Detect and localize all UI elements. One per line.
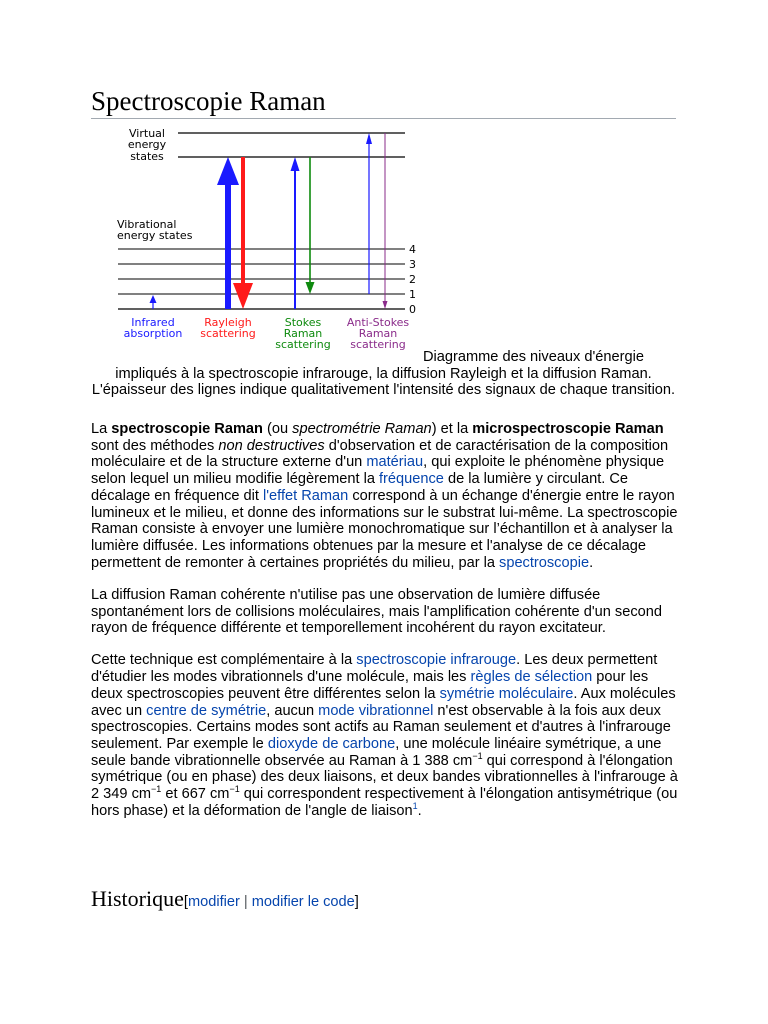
link-centre-de-symetrie[interactable]: centre de symétrie [146,702,267,719]
edit-source-link[interactable]: modifier le code [251,894,355,910]
text: Cette technique est complémentaire à la [91,652,357,669]
rayleigh-scatter-arrow [241,157,245,285]
level-number-1: 1 [409,288,416,301]
text: . [589,554,594,571]
section-heading-historique [91,884,359,917]
stokes-scatter-arrowhead [306,282,315,294]
edit-section [184,894,359,910]
infrared-label-2: absorption [123,327,183,340]
text: , aucun [266,702,319,719]
text: qui correspond à l'élongation symétrique (ou en phase) des deux liaisons, et deux bandes vibrationnelles à l'infrarouge à 2 349 cm [91,752,678,803]
stokes-label-3: scattering [275,338,331,351]
paragraph-intro [91,421,681,571]
caption-line-1: Diagramme des niveaux d'énergie [422,349,644,365]
level-number-3: 3 [409,258,416,271]
text: correspond à un échange d'énergie entre le rayon lumineux et le milieu, et donne des informations sur le substrat lui-même. La spectroscopie Raman consiste à envoyer une lumière monochromatique sur l’échantillon et à analyser la lumière diffusée. Les informations obtenues par la mesure et l'analyse de ce décalage permettent de remonter à certaines propriétés du milieu, par la [91,487,678,571]
link-frequence[interactable]: fréquence [378,471,444,488]
virtual-label-1: Virtual [129,127,165,140]
section-title: Historique [91,886,184,911]
text: ) et la [431,421,473,437]
italic-term: non destructives [218,437,325,454]
text: et 667 cm [161,786,230,803]
vibrational-label-1: Vibrational [117,218,177,231]
superscript: −1 [472,750,483,761]
text: . [417,802,422,819]
link-mode-vibrationnel[interactable]: mode vibrationnel [318,702,434,719]
link-effet-raman[interactable]: l'effet Raman [263,487,349,504]
bold-term: spectroscopie Raman [111,421,263,437]
edit-link[interactable]: modifier [187,894,240,910]
level-number-0: 0 [409,303,416,316]
rayleigh-excitation-arrow [225,183,231,309]
virtual-label-3: states [130,150,164,163]
rayleigh-label-2: scattering [200,327,256,340]
vibrational-label-2: energy states [117,229,193,242]
italic-term: spectrométrie Raman [292,421,432,437]
link-materiau[interactable]: matériau [366,454,424,471]
rayleigh-excitation-arrowhead [217,157,239,185]
infrared-label-1: Infrared [131,316,175,329]
paragraph-coherent: La diffusion Raman cohérente n'utilise pas une observation de lumière diffusée spontanément lors de collisions moléculaires, mais l'amplification cohérente d'un second rayon de fréquence différente et temporellement incohérent du rayon excitateur. [91,586,662,637]
text: n'est observable à la fois aux deux spectroscopies. Certains modes sont actifs au Raman seulement et d'autres à l'infrarouge seulement. Par exemple le [91,702,671,752]
text: , une molécule linéaire symétrique, a une seule bande vibrationnelle observée au Raman à 1 388 cm [91,735,662,769]
caption-rest: impliqués à la spectroscopie infrarouge, la diffusion Rayleigh et la diffusion Raman. L'épaisseur des lignes indique qualitativement l'intensité des signaux de chaque transition. [91,365,676,399]
level-number-4: 4 [409,243,416,256]
figure-caption [91,349,676,399]
antistokes-scatter-arrowhead [383,301,388,309]
stokes-label-2: Raman [283,327,323,340]
level-number-2: 2 [409,273,416,286]
text: (ou [262,421,293,437]
stokes-excitation-arrowhead [291,157,300,171]
separator: | [239,894,252,910]
link-regles-de-selection[interactable]: règles de sélection [470,669,593,686]
bracket: ] [354,894,359,910]
link-symetrie-moleculaire[interactable]: symétrie moléculaire [439,685,574,702]
superscript: −1 [151,784,162,795]
reference-link[interactable]: 1 [412,800,418,811]
text: . Les deux permettent d'étudier les modes vibrationnels d'une molécule, mais les [91,652,658,686]
link-dioxyde-de-carbone[interactable]: dioxyde de carbone [267,735,396,752]
page-title: Spectroscopie Raman [91,84,676,119]
text: sont des méthodes [91,437,219,454]
bold-term: microspectroscopie Raman [472,421,664,437]
antistokes-label-2: Raman [358,327,398,340]
stokes-label-1: Stokes [284,316,322,329]
text: qui correspondent respectivement à l'élongation antisymétrique (ou hors phase) et la déformation de l'angle de liaison [91,786,678,819]
rayleigh-label-1: Rayleigh [204,316,252,329]
virtual-label-2: energy [127,138,167,151]
superscript: −1 [229,784,240,795]
text: La [91,421,112,437]
text: , qui exploite le phénomène physique selon lequel un milieu modifie légèrement la [91,454,665,488]
text: de la lumière y circulant. Ce décalage en fréquence dit [91,471,629,504]
link-spectroscopie[interactable]: spectroscopie [499,554,590,571]
raman-energy-diagram [112,125,422,357]
rayleigh-scatter-arrowhead [233,283,253,309]
bracket: [ [183,894,188,910]
text: d'observation et de caractérisation de la composition moléculaire et de la structure externe d'un [91,437,669,471]
antistokes-label-3: scattering [350,338,406,351]
text: pour les deux spectroscopies peuvent être différentes selon la [91,669,649,702]
antistokes-label-1: Anti-Stokes [346,316,410,329]
link-spectroscopie-infrarouge[interactable]: spectroscopie infrarouge [356,652,517,669]
infrared-arrowhead [150,295,157,303]
article-body [91,421,681,835]
paragraph-complementary [91,652,681,819]
antistokes-excitation-arrowhead [366,133,372,144]
text: . Aux molécules avec un [91,685,676,719]
